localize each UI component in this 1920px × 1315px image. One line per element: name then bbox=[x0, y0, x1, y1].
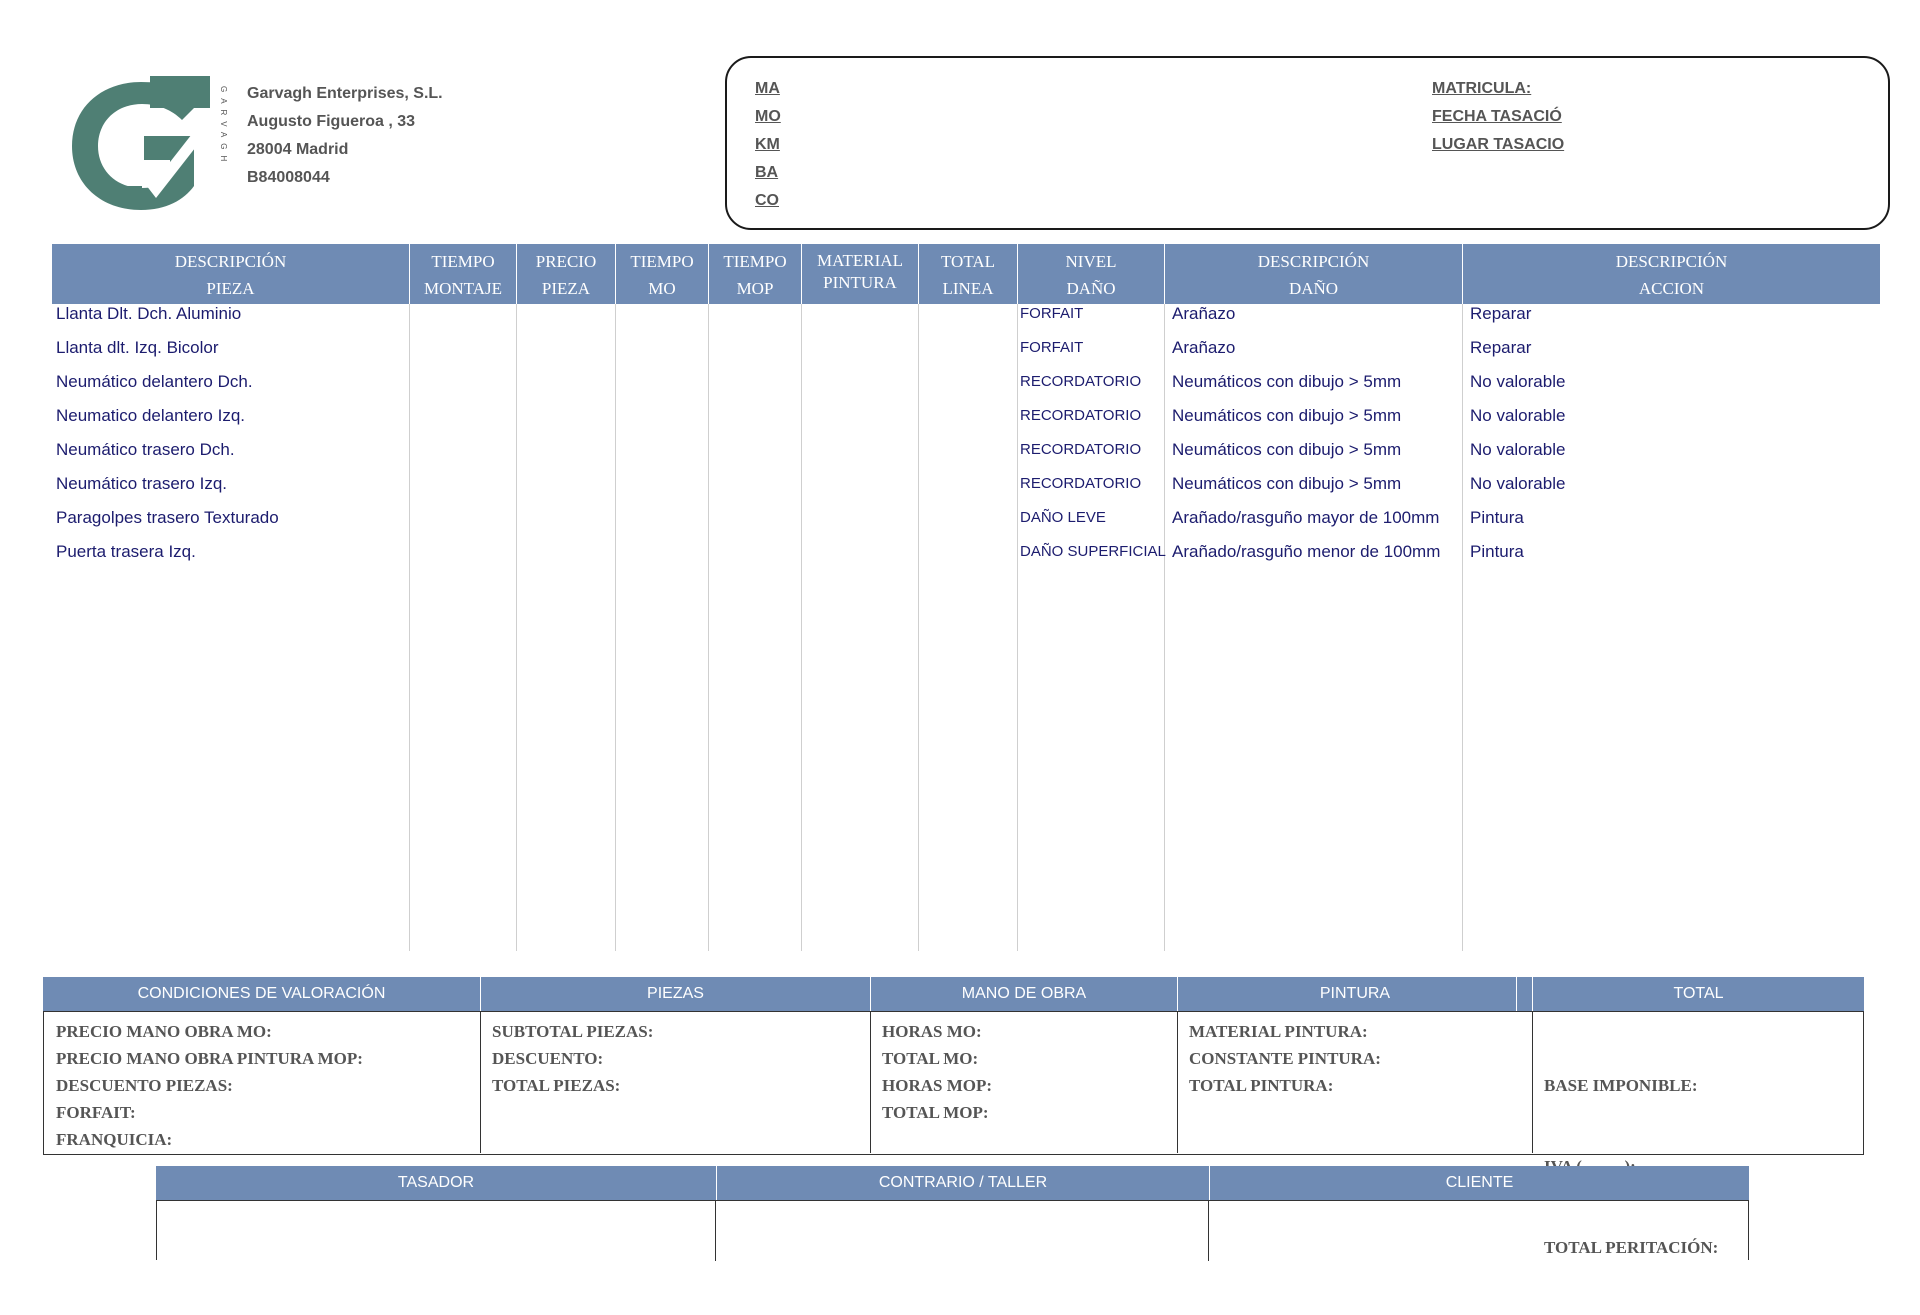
header-nivel-dano: NIVEL DAÑO bbox=[1065, 252, 1117, 298]
signature-table-body bbox=[156, 1200, 1749, 1260]
row-pieza: Neumático trasero Izq. bbox=[56, 474, 228, 493]
row-accion: Pintura bbox=[1470, 542, 1524, 561]
piezas-total: TOTAL PIEZAS: bbox=[492, 1076, 621, 1095]
total-peritacion: TOTAL PERITACIÓN: bbox=[1544, 1238, 1719, 1257]
row-accion: Reparar bbox=[1470, 304, 1532, 323]
vehicle-label-color: CO bbox=[755, 192, 779, 209]
pintura-total: TOTAL PINTURA: bbox=[1189, 1076, 1334, 1095]
mop-horas: HORAS MOP: bbox=[882, 1076, 993, 1095]
parts-table-header bbox=[52, 244, 1880, 304]
company-logo bbox=[66, 76, 236, 216]
condicion-precio-mop: PRECIO MANO OBRA PINTURA MOP: bbox=[56, 1049, 363, 1068]
table-row bbox=[0, 302, 1920, 336]
signature-divider bbox=[715, 1201, 716, 1261]
pintura-constante: CONSTANTE PINTURA: bbox=[1189, 1049, 1381, 1068]
table-row bbox=[0, 336, 1920, 370]
summary-header-pintura: PINTURA bbox=[1319, 985, 1391, 1002]
mo-horas: HORAS MO: bbox=[882, 1022, 982, 1041]
row-descripcion-dano: Arañado/rasguño mayor de 100mm bbox=[1172, 508, 1440, 527]
row-nivel-dano: DAÑO SUPERFICIAL bbox=[1020, 543, 1166, 560]
header-tiempo-mo: TIEMPO MO bbox=[630, 252, 694, 298]
signature-header-contrario-taller: CONTRARIO / TALLER bbox=[878, 1174, 1048, 1191]
company-info bbox=[247, 80, 443, 192]
pintura-material: MATERIAL PINTURA: bbox=[1189, 1022, 1368, 1041]
company-city: 28004 Madrid bbox=[247, 141, 349, 158]
row-nivel-dano: FORFAIT bbox=[1020, 305, 1084, 322]
table-row bbox=[0, 472, 1920, 506]
company-address: Augusto Figueroa , 33 bbox=[247, 113, 416, 130]
row-descripcion-dano: Neumáticos con dibujo > 5mm bbox=[1172, 440, 1402, 459]
company-name: Garvagh Enterprises, S.L. bbox=[247, 85, 443, 102]
signature-divider bbox=[1208, 1201, 1209, 1261]
row-descripcion-dano: Neumáticos con dibujo > 5mm bbox=[1172, 406, 1402, 425]
company-tax-id: B84008044 bbox=[247, 169, 330, 186]
vehicle-label-marca: MA bbox=[755, 80, 780, 97]
summary-piezas-list bbox=[492, 1018, 653, 1099]
table-row bbox=[0, 438, 1920, 472]
table-row bbox=[0, 370, 1920, 404]
table-row bbox=[0, 506, 1920, 540]
summary-mano-obra-list bbox=[882, 1018, 992, 1126]
row-pieza: Neumático delantero Dch. bbox=[56, 372, 253, 391]
row-pieza: Llanta dlt. Izq. Bicolor bbox=[56, 338, 219, 357]
row-accion: No valorable bbox=[1470, 474, 1566, 493]
row-accion: No valorable bbox=[1470, 440, 1566, 459]
row-accion: No valorable bbox=[1470, 372, 1566, 391]
vehicle-label-bastidor: BA bbox=[755, 164, 779, 181]
mop-total: TOTAL MOP: bbox=[882, 1103, 989, 1122]
garvagh-logo-icon bbox=[66, 76, 236, 216]
row-accion: Pintura bbox=[1470, 508, 1524, 527]
row-accion: Reparar bbox=[1470, 338, 1532, 357]
row-descripcion-dano: Neumáticos con dibujo > 5mm bbox=[1172, 474, 1402, 493]
row-pieza: Puerta trasera Izq. bbox=[56, 542, 196, 561]
summary-header-mano-obra: MANO DE OBRA bbox=[961, 985, 1087, 1002]
condicion-franquicia: FRANQUICIA: bbox=[56, 1130, 173, 1149]
row-accion: No valorable bbox=[1470, 406, 1566, 425]
row-descripcion-dano: Neumáticos con dibujo > 5mm bbox=[1172, 372, 1402, 391]
summary-header-piezas: PIEZAS bbox=[647, 985, 704, 1002]
table-row bbox=[0, 540, 1920, 574]
row-pieza: Neumatico delantero Izq. bbox=[56, 406, 245, 425]
row-descripcion-dano: Arañado/rasguño menor de 100mm bbox=[1172, 542, 1441, 561]
row-pieza: Paragolpes trasero Texturado bbox=[56, 508, 279, 527]
summary-table-header bbox=[43, 977, 1864, 1011]
condicion-precio-mo: PRECIO MANO OBRA MO: bbox=[56, 1022, 272, 1041]
vehicle-label-matricula: MATRICULA: bbox=[1432, 80, 1532, 97]
header-descripcion-pieza: DESCRIPCIÓN PIEZA bbox=[174, 252, 287, 298]
header-precio-pieza: PRECIO PIEZA bbox=[535, 252, 597, 298]
header-descripcion-accion: DESCRIPCIÓN ACCION bbox=[1615, 252, 1728, 298]
vehicle-label-km: KM bbox=[755, 136, 780, 153]
condicion-forfait: FORFAIT: bbox=[56, 1103, 136, 1122]
row-descripcion-dano: Arañazo bbox=[1172, 338, 1236, 357]
signature-table-header bbox=[156, 1166, 1749, 1200]
vehicle-label-fecha-tasacion: FECHA TASACIÓ bbox=[1432, 108, 1562, 125]
header-tiempo-montaje: TIEMPO MONTAJE bbox=[424, 252, 502, 298]
row-nivel-dano: RECORDATORIO bbox=[1020, 373, 1142, 390]
header-tiempo-mop: TIEMPO MOP bbox=[723, 252, 787, 298]
row-nivel-dano: FORFAIT bbox=[1020, 339, 1084, 356]
header-total-linea: TOTAL LINEA bbox=[940, 252, 996, 298]
vehicle-info-box bbox=[725, 56, 1890, 230]
mo-total: TOTAL MO: bbox=[882, 1049, 979, 1068]
table-row bbox=[0, 404, 1920, 438]
row-nivel-dano: DAÑO LEVE bbox=[1020, 509, 1106, 526]
piezas-subtotal: SUBTOTAL PIEZAS: bbox=[492, 1022, 654, 1041]
header-material-pintura: MATERIAL PINTURA bbox=[817, 251, 903, 292]
total-base-imponible: BASE IMPONIBLE: bbox=[1544, 1076, 1698, 1095]
row-pieza: Neumático trasero Dch. bbox=[56, 440, 235, 459]
summary-condiciones-list bbox=[56, 1018, 363, 1153]
row-pieza: Llanta Dlt. Dch. Aluminio bbox=[56, 304, 242, 323]
row-nivel-dano: RECORDATORIO bbox=[1020, 407, 1142, 424]
signature-header-tasador: TASADOR bbox=[397, 1174, 475, 1191]
summary-header-total: TOTAL bbox=[1673, 985, 1724, 1002]
summary-header-condiciones: CONDICIONES DE VALORACIÓN bbox=[137, 985, 386, 1002]
row-nivel-dano: RECORDATORIO bbox=[1020, 475, 1142, 492]
condicion-descuento-piezas: DESCUENTO PIEZAS: bbox=[56, 1076, 233, 1095]
row-descripcion-dano: Arañazo bbox=[1172, 304, 1236, 323]
summary-pintura-list bbox=[1189, 1018, 1381, 1099]
row-nivel-dano: RECORDATORIO bbox=[1020, 441, 1142, 458]
header-descripcion-dano: DESCRIPCIÓN DAÑO bbox=[1257, 252, 1370, 298]
vehicle-label-lugar-tasacion: LUGAR TASACIO bbox=[1432, 136, 1565, 153]
signature-header-cliente: CLIENTE bbox=[1445, 1174, 1514, 1191]
logo-vertical-text: GARVAGH bbox=[219, 86, 228, 168]
piezas-descuento: DESCUENTO: bbox=[492, 1049, 604, 1068]
vehicle-label-modelo: MO bbox=[755, 108, 781, 125]
